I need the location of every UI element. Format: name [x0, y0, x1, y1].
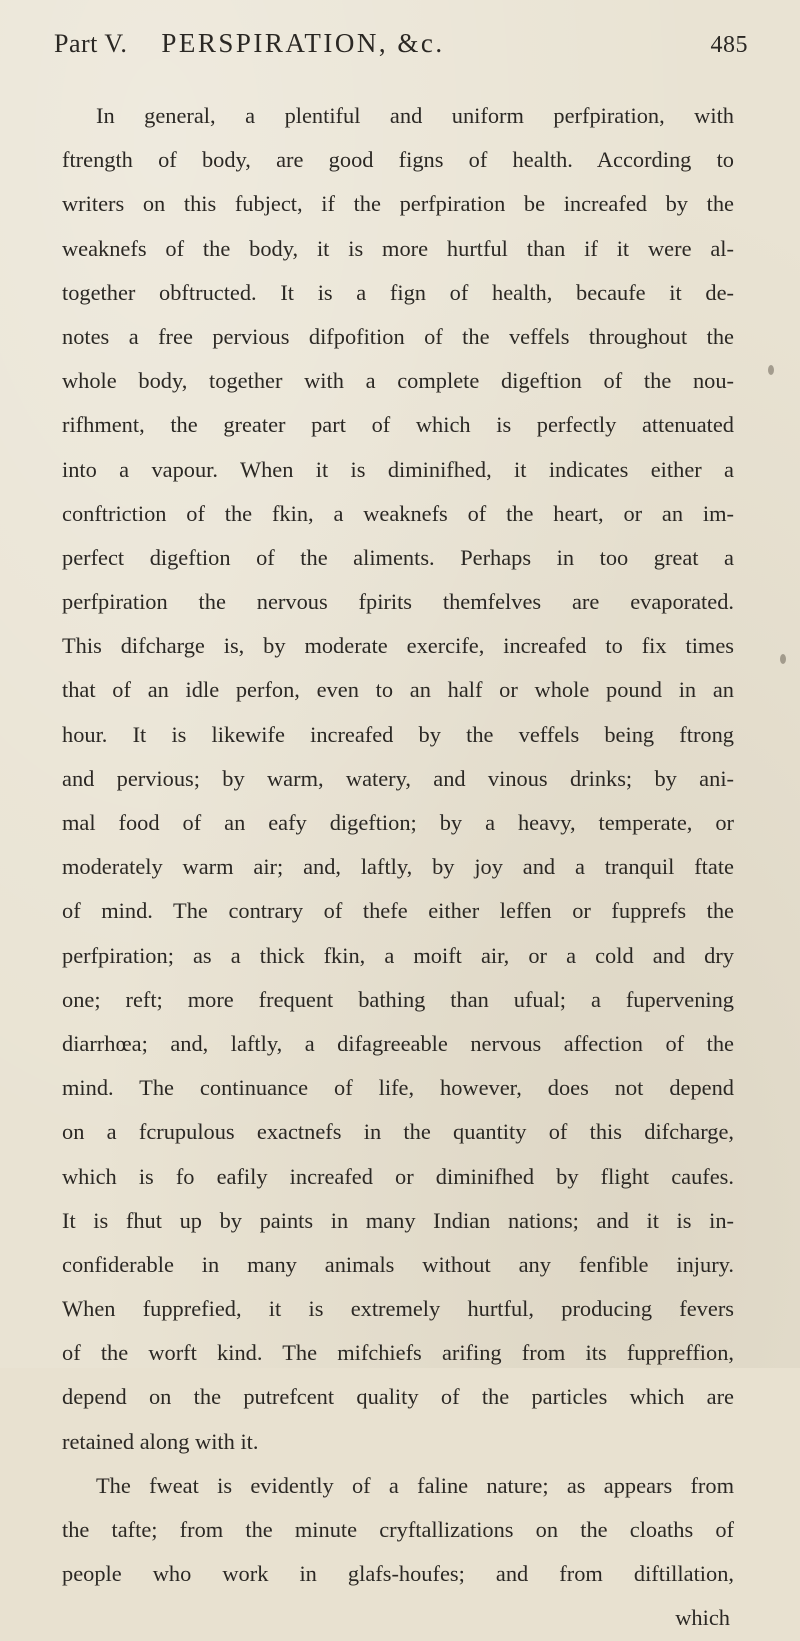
running-title: PERSPIRATION, &c.: [161, 28, 445, 58]
text-line: of the worft kind. The mifchiefs arifing from its fuppreffion,: [62, 1340, 734, 1366]
text-line: moderately warm air; and, laftly, by joy and a tranquil ftate: [62, 854, 734, 880]
text-line: mind. The continuance of life, however, does not depend: [62, 1075, 734, 1101]
text-line: the tafte; from the minute cryftallizations on the cloaths of: [62, 1517, 734, 1542]
text-line: into a vapour. When it is diminifhed, it indicates either a: [62, 456, 734, 482]
text-line: perfpiration; as a thick fkin, a moift air, or a cold and dry: [62, 942, 734, 968]
catchword-line: [62, 1596, 734, 1640]
text-line: one; reft; more frequent bathing than ufual; a fupervening: [62, 986, 734, 1012]
text-line: This difcharge is, by moderate exercife, increafed to fix times: [62, 633, 734, 659]
text-line: retained along with it.: [62, 1428, 259, 1454]
text-line: whole body, together with a complete digeftion of the nou-: [62, 368, 734, 394]
text-line: perfpiration the nervous fpirits themfelves are evaporated.: [62, 589, 734, 615]
text-line: ftrength of body, are good figns of health. According to: [62, 147, 734, 173]
text-line: depend on the putrefcent quality of the particles which are: [62, 1384, 734, 1410]
text-line: people who work in glafs-houfes; and from diftillation,: [62, 1561, 734, 1587]
text-line: on a fcrupulous exactnefs in the quantity of this difcharge,: [62, 1119, 734, 1145]
text-line: of mind. The contrary of thefe either leffen or fupprefs the: [62, 898, 734, 924]
ink-speck: [780, 654, 786, 664]
catchword: which: [675, 1605, 730, 1631]
text-line: together obftructed. It is a fign of health, becaufe it de-: [62, 279, 734, 305]
text-line: mal food of an eafy digeftion; by a heavy, temperate, or: [62, 810, 734, 835]
text-line: perfect digeftion of the aliments. Perhaps in too great a: [62, 544, 734, 570]
text-line: The fweat is evidently of a faline nature; as appears from: [96, 1472, 734, 1498]
running-head: [54, 28, 748, 72]
text-line: writers on this fubject, if the perfpiration be increafed by the: [62, 191, 734, 217]
body-text: [62, 94, 734, 1641]
text-line: When fupprefied, it is extremely hurtful, producing fevers: [62, 1296, 734, 1322]
text-line: rifhment, the greater part of which is perfectly attenuated: [62, 412, 734, 438]
text-line: notes a free pervious difpofition of the veffels throughout the: [62, 323, 734, 349]
text-line: It is fhut up by paints in many Indian nations; and it is in-: [62, 1207, 734, 1233]
text-line: and pervious; by warm, watery, and vinous drinks; by ani-: [62, 765, 734, 791]
part-label: Part V.: [54, 29, 128, 58]
text-line: confiderable in many animals without any fenfible injury.: [62, 1251, 734, 1277]
page-number: 485: [710, 32, 748, 58]
text-line: weaknefs of the body, it is more hurtful than if it were al-: [62, 235, 734, 261]
text-line: hour. It is likewife increafed by the veffels being ftrong: [62, 721, 734, 747]
ink-speck: [768, 365, 774, 375]
text-line: diarrhœa; and, laftly, a difagreeable nervous affection of the: [62, 1030, 734, 1056]
text-line: In general, a plentiful and uniform perfpiration, with: [96, 103, 734, 128]
text-line: which is fo eafily increafed or diminifhed by flight caufes.: [62, 1163, 734, 1189]
text-line: that of an idle perfon, even to an half or whole pound in an: [62, 677, 734, 703]
text-line: conftriction of the fkin, a weaknefs of the heart, or an im-: [62, 500, 734, 526]
